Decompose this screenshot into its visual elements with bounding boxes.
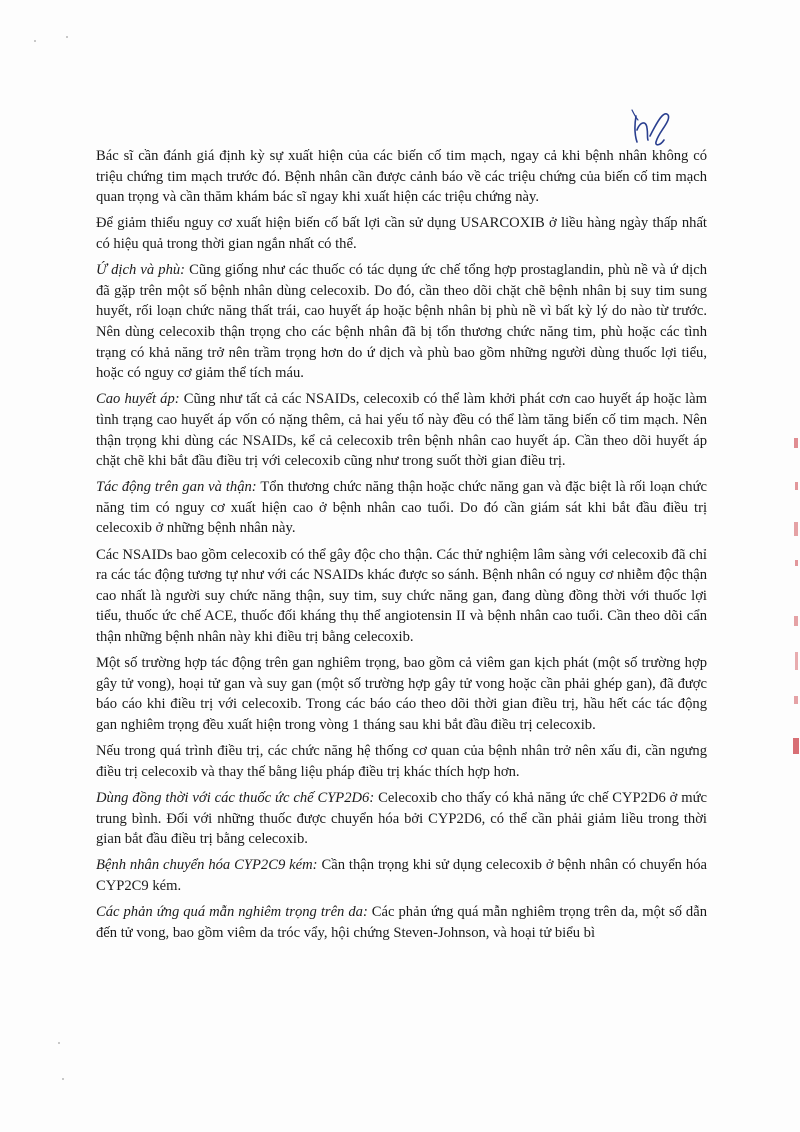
paragraph-lead: Bệnh nhân chuyển hóa CYP2C9 kém: [96, 857, 318, 874]
scan-speck [34, 40, 36, 42]
stamp-edge-fragment [786, 420, 800, 780]
handwritten-initials-icon [628, 106, 674, 150]
paragraph-text: Các NSAIDs bao gồm celecoxib có thể gây độc cho thận. Các thử nghiệm lâm sàng với celecoxib đã chỉ ra các tác động tương tự như với các NSAIDs khác được so sánh. Bệnh nhân có nguy cơ nhiễm độc thận cao nhất là người suy chức năng thận, suy tim, suy chức năng gan, đang dùng đồng thời với thuốc lợi tiểu, thuốc ức chế ACE, thuốc đối kháng thụ thể angiotensin II và bệnh nhân cao tuổi. Cần theo dõi cẩn thận những bệnh nhân này khi điều trị bằng celecoxib. [96, 546, 707, 646]
scan-speck [58, 1042, 60, 1044]
paragraph [96, 788, 707, 850]
scan-speck [66, 36, 68, 38]
paragraph-lead: Ứ dịch và phù: [96, 262, 186, 279]
paragraph [96, 855, 707, 896]
paragraph-text: Các phản ứng quá mẫn nghiêm trọng trên da, một số dẫn đến tử vong, bao gồm viêm da tróc vẩy, hội chứng Steven-Johnson, và hoại tử biểu bì [96, 904, 707, 941]
paragraph-text: Cũng như tất cả các NSAIDs, celecoxib có thể làm khởi phát cơn cao huyết áp hoặc làm tình trạng cao huyết áp vốn có nặng thêm, cả hai yếu tố này đều có thể làm tăng biến cố tim mạch. Nên thận trọng khi dùng các NSAIDs, kể cả celecoxib trên bệnh nhân cao huyết áp. Cần theo dõi huyết áp chặt chẽ khi bắt đầu điều trị với celecoxib cũng như trong suốt thời gian điều trị. [96, 391, 707, 470]
paragraph-text: Bác sĩ cần đánh giá định kỳ sự xuất hiện của các biến cố tim mạch, ngay cả khi bệnh nhân không có triệu chứng tim mạch trước đó. Bệnh nhân cần được cảnh báo về các triệu chứng của biến cố tim mạch quan trọng và cần thăm khám bác sĩ ngay khi xuất hiện các triệu chứng này. [96, 148, 707, 206]
paragraph-text: Celecoxib cho thấy có khả năng ức chế CYP2D6 ở mức trung bình. Đối với những thuốc được chuyển hóa bởi CYP2D6, có thể cần phải giảm liều trong thời gian bắt đầu điều trị bằng celecoxib. [96, 789, 707, 848]
paragraph-lead: Cao huyết áp: [96, 391, 180, 408]
scan-speck [62, 1078, 64, 1080]
paragraph-text: Cũng giống như các thuốc có tác dụng ức chế tổng hợp prostaglandin, phù nề và ứ dịch đã gặp trên một số bệnh nhân dùng celecoxib. Do đó, cần theo dõi chặt chẽ bệnh nhân bị suy tim sung huyết, rối loạn chức năng thất trái, cao huyết áp hoặc bệnh nhân bị phù nề vì bất kỳ lý do nào từ trước. Nên dùng celecoxib thận trọng cho các bệnh nhân đã bị tổn thương chức năng tim, phù hoặc các tình trạng có khả năng trở nên trầm trọng hơn do ứ dịch và phù bao gồm những người dùng thuốc lợi tiểu, hoặc có nguy cơ giảm thể tích máu. [96, 262, 707, 382]
paragraph [96, 213, 707, 254]
paragraph-lead: Tác động trên gan và thận: [96, 479, 257, 496]
paragraph [96, 902, 707, 943]
paragraph [96, 389, 707, 471]
paragraph-text: Để giảm thiểu nguy cơ xuất hiện biến cố bất lợi cần sử dụng USARCOXIB ở liều hàng ngày thấp nhất có hiệu quả trong thời gian ngắn nhất có thể. [96, 215, 707, 252]
paragraph-text: Một số trường hợp tác động trên gan nghiêm trọng, bao gồm cả viêm gan kịch phát (một số trường hợp gây tử vong), hoại tử gan và suy gan (một số trường hợp gây tử vong hoặc cần phải ghép gan), đã được báo cáo khi điều trị với celecoxib. Trong các báo cáo theo dõi thời gian điều trị, hầu hết các tác động gan nghiêm trọng đều xuất hiện trong vòng 1 tháng sau khi bắt đầu điều trị celecoxib. [96, 655, 707, 733]
paragraph [96, 653, 707, 735]
paragraph [96, 260, 707, 384]
paragraph-text: Tổn thương chức năng thận hoặc chức năng gan và đặc biệt là rối loạn chức năng tim có nguy cơ xuất hiện cao ở bệnh nhân cao tuổi. Do đó cần giám sát khi bắt đầu điều trị celecoxib ở những bệnh nhân này. [96, 479, 707, 537]
paragraph [96, 477, 707, 539]
paragraph-text: Cần thận trọng khi sử dụng celecoxib ở bệnh nhân có chuyển hóa CYP2C9 kém. [96, 857, 707, 894]
paragraph [96, 741, 707, 782]
paragraph-lead: Các phản ứng quá mẫn nghiêm trọng trên da: [96, 904, 368, 921]
paragraph [96, 545, 707, 648]
paragraph [96, 146, 707, 208]
paragraph-lead: Dùng đồng thời với các thuốc ức chế CYP2D6: [96, 789, 375, 806]
document-body [96, 146, 707, 949]
paragraph-text: Nếu trong quá trình điều trị, các chức năng hệ thống cơ quan của bệnh nhân trở nên xấu đi, cần ngưng điều trị celecoxib và thay thế bằng liệu pháp điều trị khác thích hợp hơn. [96, 743, 707, 780]
